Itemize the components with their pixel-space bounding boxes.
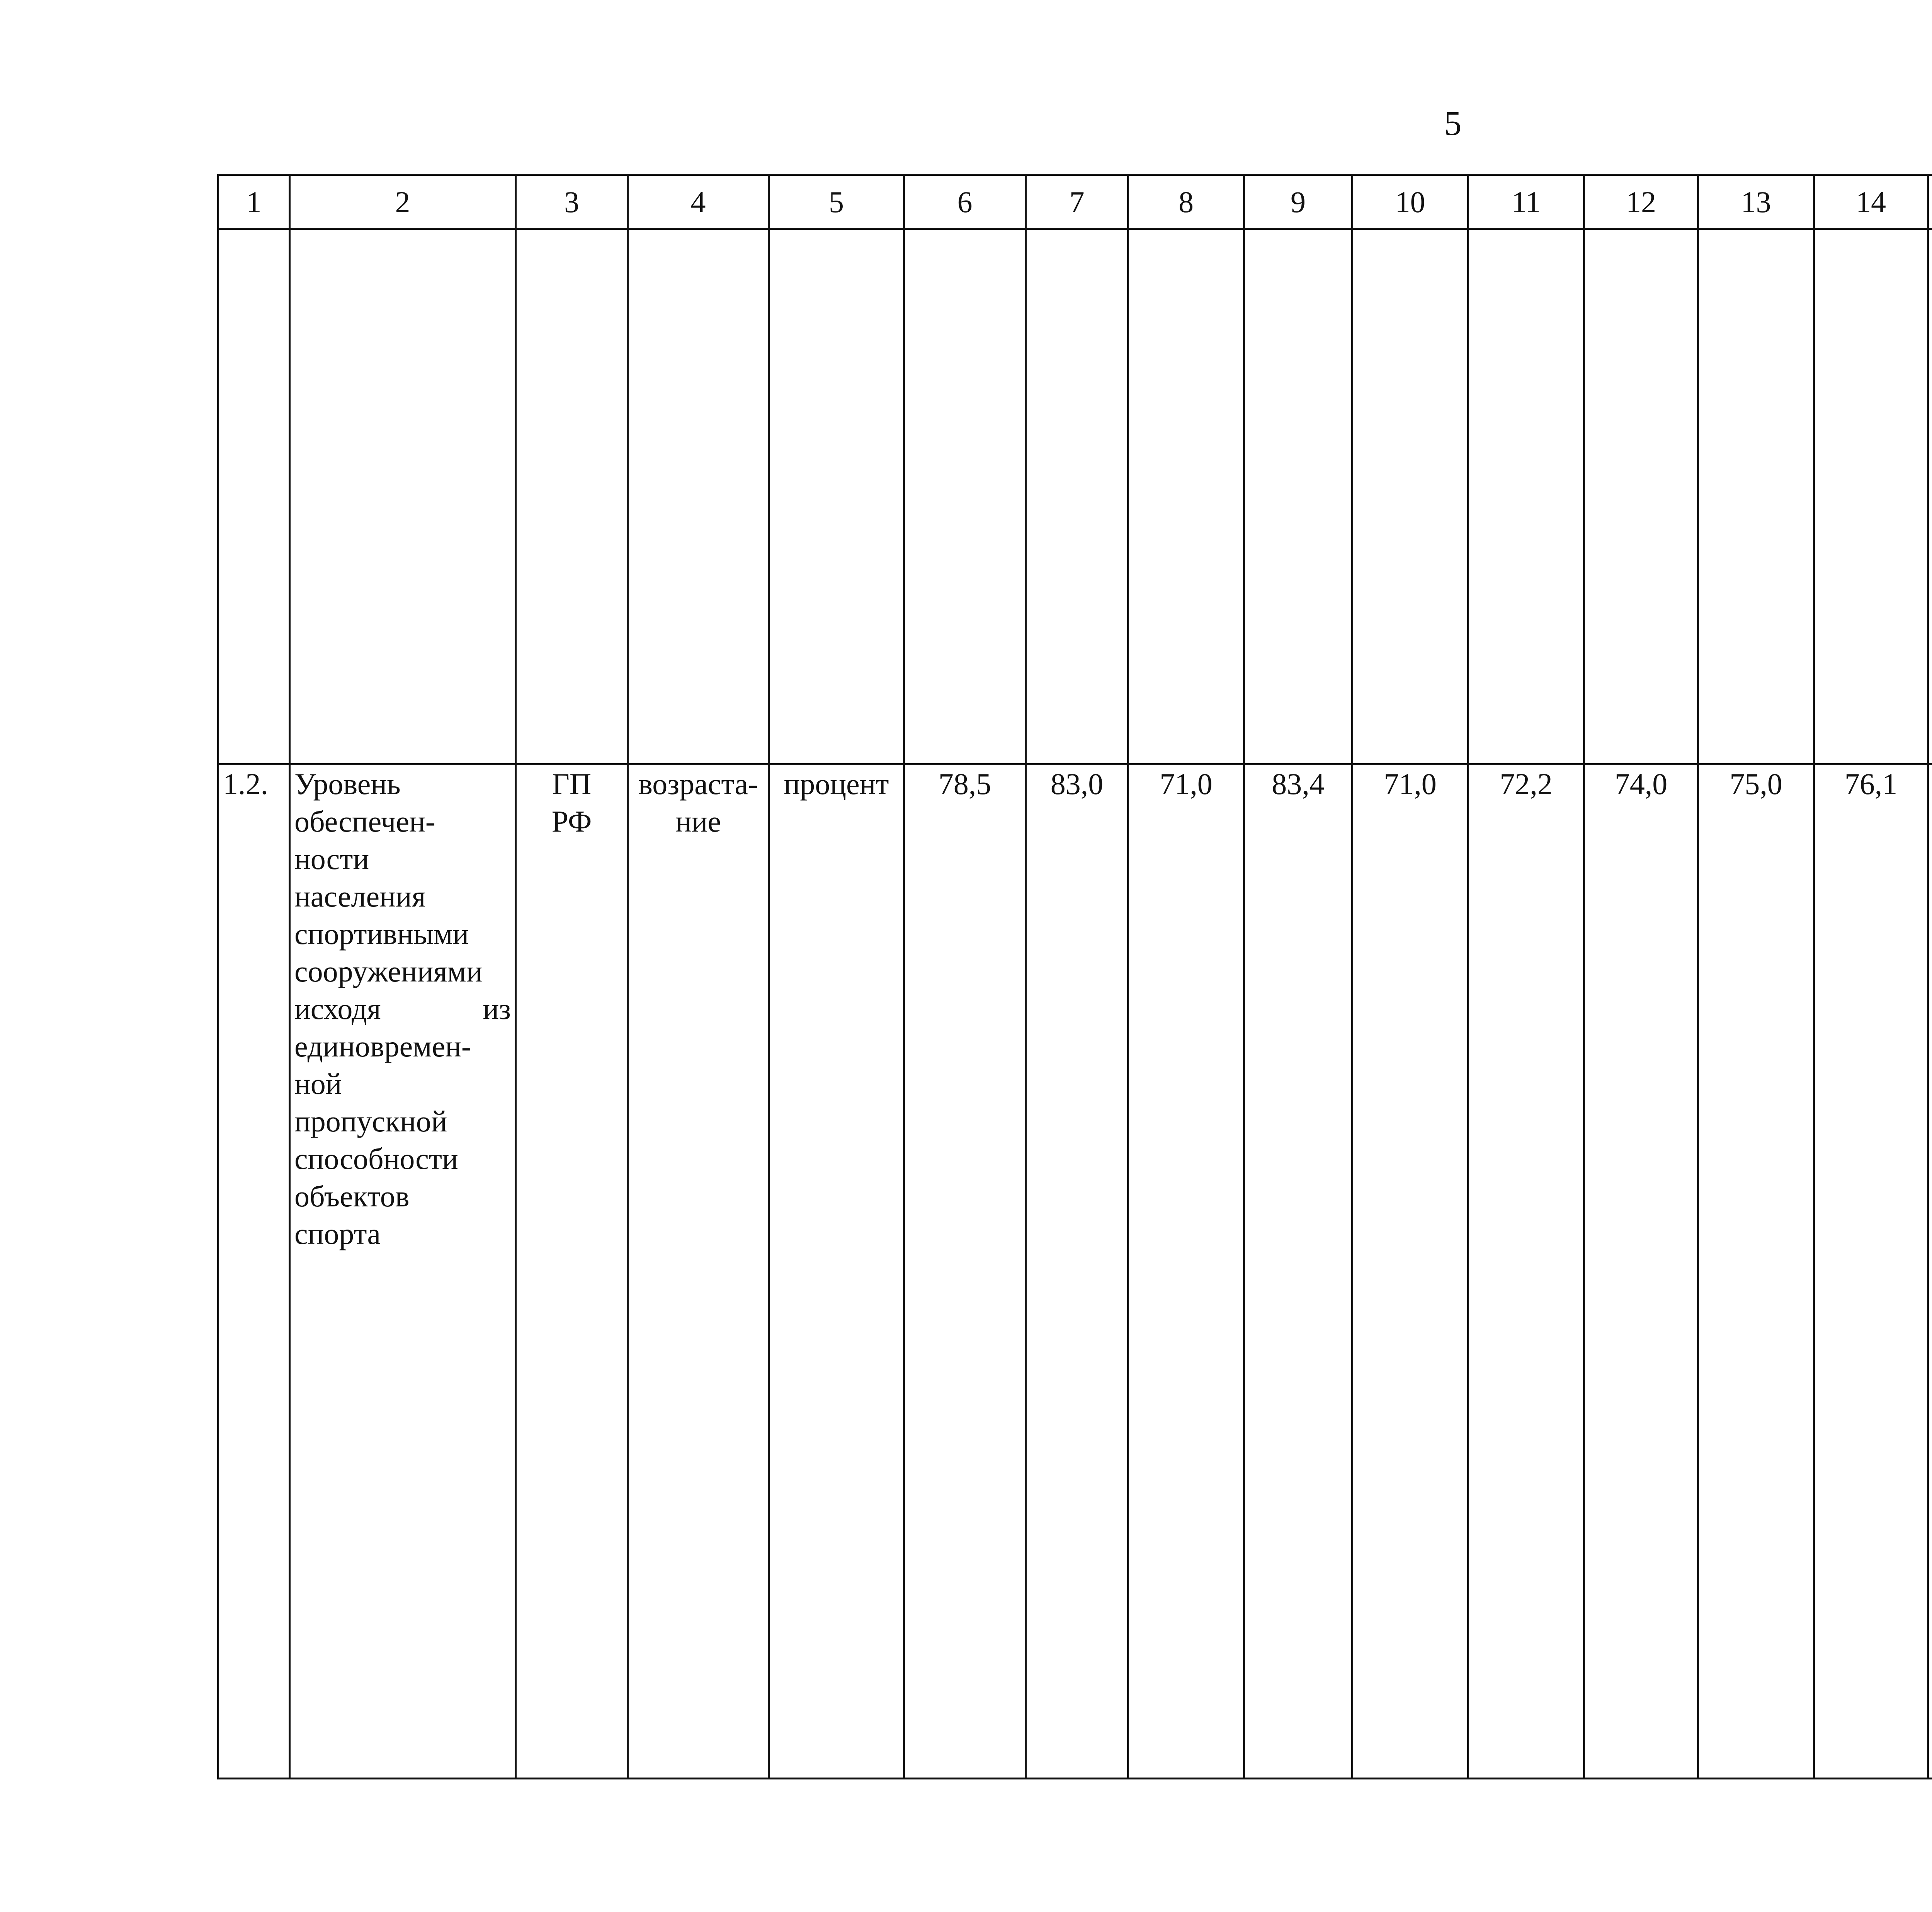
table-cell xyxy=(218,229,290,764)
indicator-level: ГП РФ xyxy=(516,764,628,1779)
indicator-trend: возраста- ние xyxy=(628,764,769,1779)
header-cell: 3 xyxy=(516,175,628,229)
value-cell: 83,0 xyxy=(1026,764,1128,1779)
unit-of-measure: процент xyxy=(769,764,904,1779)
table-cell xyxy=(769,229,904,764)
header-cell xyxy=(1928,175,1932,229)
header-cell: 14 xyxy=(1814,175,1928,229)
legal-basis-continuation xyxy=(1928,229,1932,764)
indicator-name-line: обеспечен- xyxy=(294,805,435,838)
indicator-name-line: спортивными xyxy=(294,917,469,951)
indicator-name-word: из xyxy=(483,992,511,1026)
table-cell xyxy=(1698,229,1814,764)
table-cell xyxy=(1468,229,1584,764)
value-cell: 72,2 xyxy=(1468,764,1584,1779)
header-row xyxy=(218,175,1932,229)
header-cell: 9 xyxy=(1244,175,1352,229)
header-cell: 4 xyxy=(628,175,769,229)
table-cell xyxy=(1026,229,1128,764)
indicator-name-line: сооружениями xyxy=(294,954,483,988)
indicator-name-line: способности xyxy=(294,1142,458,1175)
header-cell: 2 xyxy=(290,175,516,229)
indicator-name-line: пропускной xyxy=(294,1104,447,1138)
indicator-name-line: ной xyxy=(294,1067,342,1101)
indicator-name-line: населения xyxy=(294,879,426,913)
table-cell xyxy=(1352,229,1468,764)
value-cell: 76,1 xyxy=(1814,764,1928,1779)
value-cell: 74,0 xyxy=(1584,764,1698,1779)
table-cell xyxy=(628,229,769,764)
continuation-row xyxy=(218,229,1932,764)
row-number: 1.2. xyxy=(218,764,290,1779)
table-cell xyxy=(516,229,628,764)
value-cell: 78,5 xyxy=(904,764,1026,1779)
indicator-name-line: объектов xyxy=(294,1179,410,1213)
header-cell: 10 xyxy=(1352,175,1468,229)
table-cell xyxy=(1584,229,1698,764)
value-cell: 71,0 xyxy=(1128,764,1244,1779)
value-cell: 71,0 xyxy=(1352,764,1468,1779)
legal-basis xyxy=(1928,764,1932,1779)
table-cell xyxy=(1128,229,1244,764)
indicator-name-justified-line xyxy=(294,990,511,1027)
table-cell xyxy=(1244,229,1352,764)
header-cell: 1 xyxy=(218,175,290,229)
value-cell: 75,0 xyxy=(1698,764,1814,1779)
indicator-table xyxy=(217,174,1932,1779)
indicator-name-word: исходя xyxy=(294,992,381,1026)
header-cell: 12 xyxy=(1584,175,1698,229)
header-cell: 8 xyxy=(1128,175,1244,229)
table-cell xyxy=(290,229,516,764)
header-cell: 13 xyxy=(1698,175,1814,229)
table-cell xyxy=(904,229,1026,764)
header-cell: 6 xyxy=(904,175,1026,229)
header-cell: 5 xyxy=(769,175,904,229)
indicator-row-1-2 xyxy=(218,764,1932,1779)
indicator-name-line: спорта xyxy=(294,1217,381,1250)
indicator-name xyxy=(290,764,516,1779)
header-cell: 7 xyxy=(1026,175,1128,229)
page-number: 5 xyxy=(1444,104,1462,143)
indicator-name-line: ности xyxy=(294,842,369,876)
value-cell: 83,4 xyxy=(1244,764,1352,1779)
indicator-name-line: единовремен- xyxy=(294,1029,471,1063)
table-cell xyxy=(1814,229,1928,764)
indicator-name-line: Уровень xyxy=(294,767,401,801)
header-cell: 11 xyxy=(1468,175,1584,229)
